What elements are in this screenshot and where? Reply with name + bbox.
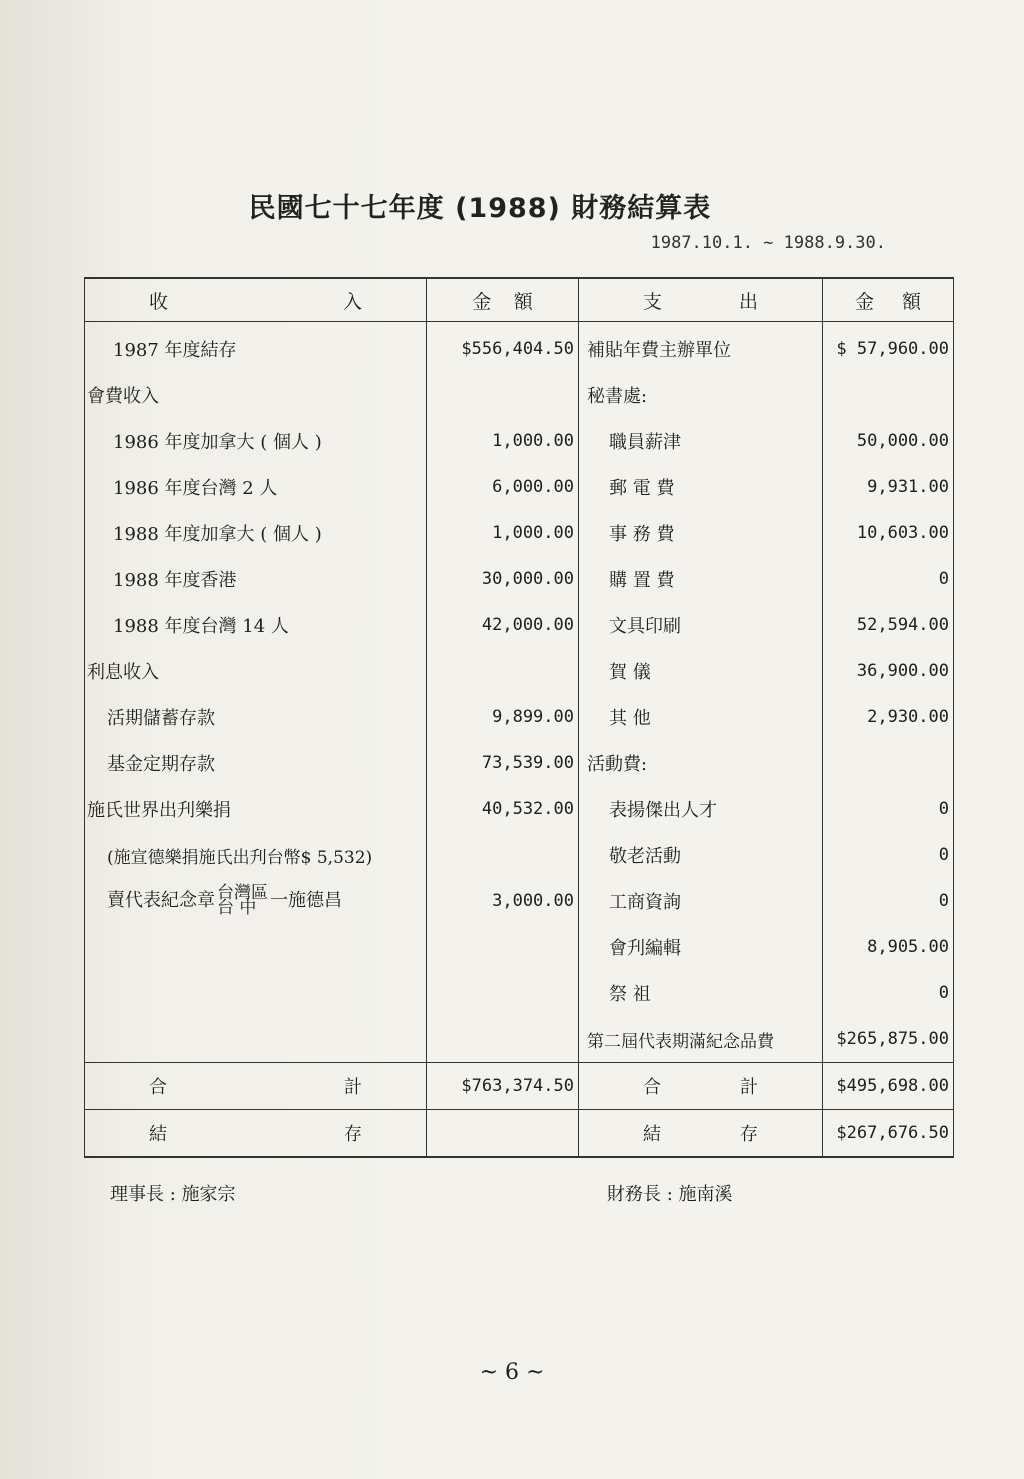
document-title: 民國七十七年度 (1988) 財務結算表 (248, 193, 712, 224)
header-expense-amount: 金 額 (823, 278, 954, 322)
table-row (85, 970, 954, 1016)
income-item (85, 1016, 427, 1063)
table-header-row (85, 278, 954, 322)
income-note: (施宣德樂捐施氏出刋台幣$ 5,532) (85, 832, 427, 878)
income-category: 會費收入 (85, 372, 427, 418)
table-row (85, 556, 954, 602)
table-row (85, 510, 954, 556)
table-row (85, 786, 954, 832)
expense-item: 其 他 (579, 694, 823, 740)
treasurer-signature: 財務長 : 施南溪 (607, 1184, 733, 1205)
header-expense: 支 出 (579, 278, 823, 322)
income-item (85, 924, 427, 970)
expense-category: 秘書處: (579, 372, 823, 418)
expense-item: 職員薪津 (579, 418, 823, 464)
income-item: 活期儲蓄存款 (85, 694, 427, 740)
expense-item: 工商資詢 (579, 878, 823, 924)
income-item: 1987 年度結存 (85, 322, 427, 373)
table-row (85, 1016, 954, 1063)
total-expense-amount: $495,698.00 (823, 1063, 954, 1110)
income-prefix: 賣代表紀念章 (107, 890, 215, 911)
income-item: 1988 年度香港 (85, 556, 427, 602)
expense-item: 購 置 費 (579, 556, 823, 602)
expense-amount: 0 (823, 832, 954, 878)
expense-amount: 52,594.00 (823, 602, 954, 648)
expense-item: 郵 電 費 (579, 464, 823, 510)
income-amount: 40,532.00 (427, 786, 579, 832)
expense-item: 敬老活動 (579, 832, 823, 878)
table-row (85, 372, 954, 418)
expense-item: 祭 祖 (579, 970, 823, 1016)
total-income-amount: $763,374.50 (427, 1063, 579, 1110)
expense-amount: 50,000.00 (823, 418, 954, 464)
income-amount: 30,000.00 (427, 556, 579, 602)
income-item: 1986 年度加拿大 ( 個人 ) (85, 418, 427, 464)
table-row (85, 464, 954, 510)
expense-item: 文具印刷 (579, 602, 823, 648)
income-amount: 9,899.00 (427, 694, 579, 740)
balance-income-amount (427, 1110, 579, 1158)
expense-amount (823, 372, 954, 418)
financial-statement-table (84, 277, 954, 1158)
income-amount: 6,000.00 (427, 464, 579, 510)
total-label: 合 計 (85, 1063, 427, 1110)
expense-amount: 8,905.00 (823, 924, 954, 970)
income-item: 基金定期存款 (85, 740, 427, 786)
table-row (85, 648, 954, 694)
income-amount: $556,404.50 (427, 322, 579, 373)
total-expense-label: 合 計 (579, 1063, 823, 1110)
expense-amount: 2,930.00 (823, 694, 954, 740)
date-range: 1987.10.1. ~ 1988.9.30. (650, 233, 886, 253)
income-item (85, 878, 427, 924)
income-item: 1986 年度台灣 2 人 (85, 464, 427, 510)
table-row (85, 322, 954, 373)
income-amount: 3,000.00 (427, 878, 579, 924)
expense-amount: $ 57,960.00 (823, 322, 954, 373)
expense-item: 第二屆代表期滿紀念品費 (579, 1016, 823, 1063)
expense-amount: 0 (823, 786, 954, 832)
total-row (85, 1063, 954, 1110)
income-amount (427, 924, 579, 970)
expense-item: 賀 儀 (579, 648, 823, 694)
income-item (85, 970, 427, 1016)
balance-amount: $267,676.50 (823, 1110, 954, 1158)
expense-amount: 0 (823, 878, 954, 924)
table-row (85, 832, 954, 878)
table-row (85, 878, 954, 924)
table-row (85, 694, 954, 740)
table-row (85, 740, 954, 786)
income-amount (427, 832, 579, 878)
expense-category: 活動費: (579, 740, 823, 786)
page-number: ~ 6 ~ (479, 1360, 545, 1385)
expense-item: 會刋編輯 (579, 924, 823, 970)
balance-expense-label: 結 存 (579, 1110, 823, 1158)
income-amount: 1,000.00 (427, 510, 579, 556)
table-row (85, 602, 954, 648)
income-item: 1988 年度加拿大 ( 個人 ) (85, 510, 427, 556)
expense-item: 補貼年費主辦單位 (579, 322, 823, 373)
header-income: 收 入 (85, 278, 427, 322)
income-item: 1988 年度台灣 14 人 (85, 602, 427, 648)
balance-label: 結 存 (85, 1110, 427, 1158)
income-amount: 1,000.00 (427, 418, 579, 464)
income-amount (427, 970, 579, 1016)
balance-row (85, 1110, 954, 1158)
expense-amount: $265,875.00 (823, 1016, 954, 1063)
expense-amount: 0 (823, 556, 954, 602)
header-income-amount: 金 額 (427, 278, 579, 322)
expense-amount: 0 (823, 970, 954, 1016)
table-row (85, 418, 954, 464)
income-suffix: 一施德昌 (270, 890, 342, 911)
expense-amount: 9,931.00 (823, 464, 954, 510)
chairman-signature: 理事長 : 施家宗 (110, 1184, 236, 1205)
expense-item: 事 務 費 (579, 510, 823, 556)
income-amount (427, 648, 579, 694)
income-amount (427, 372, 579, 418)
region-stack: 台灣區 台 中 (217, 883, 268, 918)
expense-item: 表揚傑出人才 (579, 786, 823, 832)
income-category: 利息收入 (85, 648, 427, 694)
income-category: 施氏世界出刋樂捐 (85, 786, 427, 832)
income-amount (427, 1016, 579, 1063)
income-amount: 42,000.00 (427, 602, 579, 648)
expense-amount: 36,900.00 (823, 648, 954, 694)
income-amount: 73,539.00 (427, 740, 579, 786)
table-row (85, 924, 954, 970)
expense-amount: 10,603.00 (823, 510, 954, 556)
expense-amount (823, 740, 954, 786)
